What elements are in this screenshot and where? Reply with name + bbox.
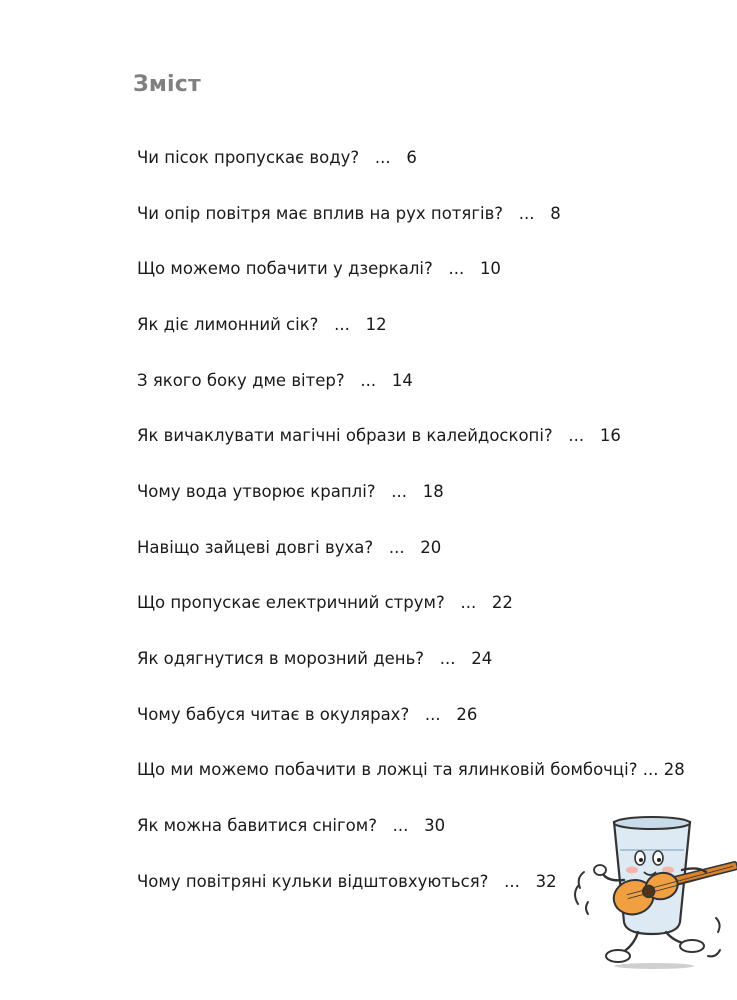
toc-entry-title: Що можемо побачити у дзеркалі? ... 10	[137, 259, 501, 278]
glass-with-guitar-illustration	[566, 810, 737, 970]
toc-entry-title: Чи опір повітря має вплив на рух потягів? ... 8	[137, 204, 561, 223]
toc-entry-title: Навіщо зайцеві довгі вуха? ... 20	[137, 538, 442, 557]
toc-entry-title: Як вичаклувати магічні образи в калейдоскопі? ... 16	[137, 426, 621, 445]
toc-entry-title: Що пропускає електричний струм? ... 22	[137, 593, 513, 612]
toc-entry-title: Як можна бавитися снігом? ... 30	[137, 816, 446, 835]
page-title: Зміст	[133, 72, 201, 97]
toc-entry-title: Як діє лимонний сік? ... 12	[137, 315, 387, 334]
toc-entry-title: Чому повітряні кульки відштовхуються? ... 32	[137, 872, 557, 891]
toc-entry-title: Як одягнутися в морозний день? ... 24	[137, 649, 493, 668]
toc-entry-title: Чи пісок пропускає воду? ... 6	[137, 148, 417, 167]
toc-entry-title: Чому бабуся читає в окулярах? ... 26	[137, 705, 478, 724]
toc-entry-title: Що ми можемо побачити в ложці та ялинковій бомбочці? ... 28	[137, 760, 685, 779]
toc-entry-title: Чому вода утворює краплі? ... 18	[137, 482, 444, 501]
toc-entry-title: З якого боку дме вітер? ... 14	[137, 371, 413, 390]
